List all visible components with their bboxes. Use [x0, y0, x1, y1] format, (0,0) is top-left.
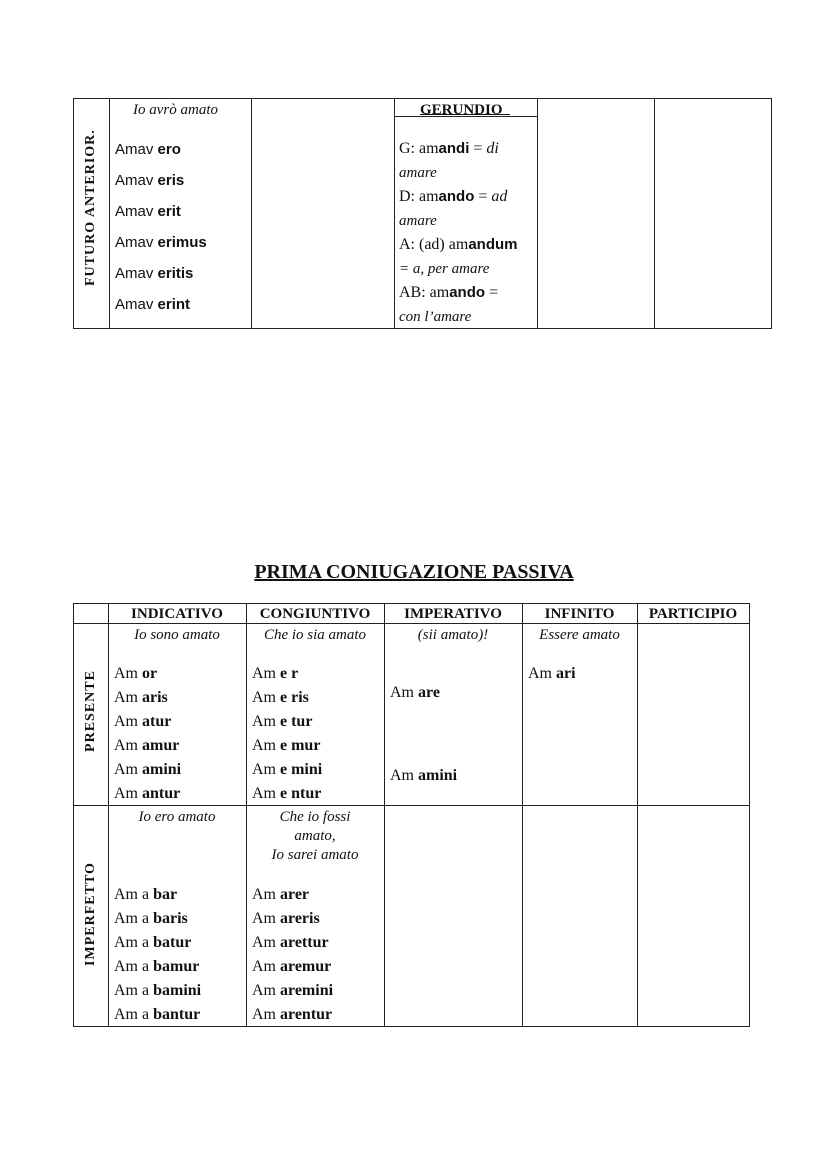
- presente-infinito-form: Am ari: [528, 665, 576, 682]
- form-row: Am amur: [114, 737, 180, 754]
- header-indicativo: INDICATIVO: [131, 606, 223, 622]
- gerundio-dative-meaning: amare: [399, 213, 437, 229]
- form-row: Am e ris: [252, 689, 309, 706]
- subtitle-cong-imperfetto-1: Che io fossi: [279, 809, 351, 825]
- row-label-presente: PRESENTE: [83, 670, 98, 752]
- subtitle-imp-presente: (sii amato)!: [417, 627, 489, 643]
- gerundio-genitive-meaning: amare: [399, 165, 437, 181]
- form-row: Am aris: [114, 689, 168, 706]
- form-row: Am e tur: [252, 713, 313, 730]
- gerundio-accusative: A: (ad) amandum: [399, 236, 518, 253]
- gerundio-accusative-meaning: = a, per amare: [399, 261, 490, 277]
- row-label-imperfetto: IMPERFETTO: [83, 862, 98, 966]
- form-row: Am arer: [252, 886, 310, 903]
- form-row: Am e r: [252, 665, 299, 682]
- form-row: Am atur: [114, 713, 172, 730]
- form-row: Am aremini: [252, 982, 334, 999]
- form-row: Am a bamini: [114, 982, 202, 999]
- form-row: Am areris: [252, 910, 320, 927]
- form-row: Am or: [114, 665, 158, 682]
- subtitle-ind-imperfetto: Io ero amato: [138, 809, 216, 825]
- form-row: Amav eris: [115, 172, 185, 189]
- form-row: Am amini: [390, 767, 458, 784]
- form-row: Am e mini: [252, 761, 323, 778]
- form-row: Am antur: [114, 785, 181, 802]
- subtitle-cong-presente: Che io sia amato: [263, 627, 367, 643]
- gerundio-ablative: AB: amando =: [399, 284, 499, 301]
- gerundio-genitive: G: amandi = di: [399, 140, 499, 157]
- form-row: Am a batur: [114, 934, 192, 951]
- header-participio: PARTICIPIO: [648, 606, 738, 622]
- subtitle-cong-imperfetto-3: Io sarei amato: [271, 847, 359, 863]
- form-row: Am e ntur: [252, 785, 322, 802]
- form-row: Am a bamur: [114, 958, 200, 975]
- form-row: Am e mur: [252, 737, 321, 754]
- header-infinito: INFINITO: [544, 606, 615, 622]
- form-row: Amav ero: [115, 141, 181, 158]
- form-row: Am arettur: [252, 934, 329, 951]
- header-congiuntivo: CONGIUNTIVO: [259, 606, 371, 622]
- form-row: Amav erit: [115, 203, 181, 220]
- form-row: Am a bantur: [114, 1006, 201, 1023]
- gerundio-dative: D: amando = ad: [399, 188, 508, 205]
- subtitle-cong-imperfetto-2: amato,: [294, 828, 336, 844]
- row-label-futuro-anteriore: FUTURO ANTERIOR.: [83, 129, 98, 286]
- form-row: Am arentur: [252, 1006, 333, 1023]
- form-row: Amav erimus: [115, 234, 207, 251]
- form-row: Am aremur: [252, 958, 332, 975]
- gerundio-header: GERUNDIO: [420, 102, 503, 118]
- subtitle-ind-presente: Io sono amato: [134, 627, 220, 643]
- section-title: PRIMA CONIUGAZIONE PASSIVA: [254, 561, 574, 583]
- form-row: Am a baris: [114, 910, 188, 927]
- form-row: Amav eritis: [115, 265, 194, 282]
- subtitle: Io avrò amato: [133, 102, 218, 118]
- header-imperativo: IMPERATIVO: [404, 606, 502, 622]
- subtitle-inf-presente: Essere amato: [539, 627, 620, 643]
- form-row: Am a bar: [114, 886, 178, 903]
- form-row: Amav erint: [115, 296, 191, 313]
- form-row: Am are: [390, 684, 440, 701]
- form-row: Am amini: [114, 761, 182, 778]
- gerundio-ablative-meaning: con l’amare: [399, 309, 472, 325]
